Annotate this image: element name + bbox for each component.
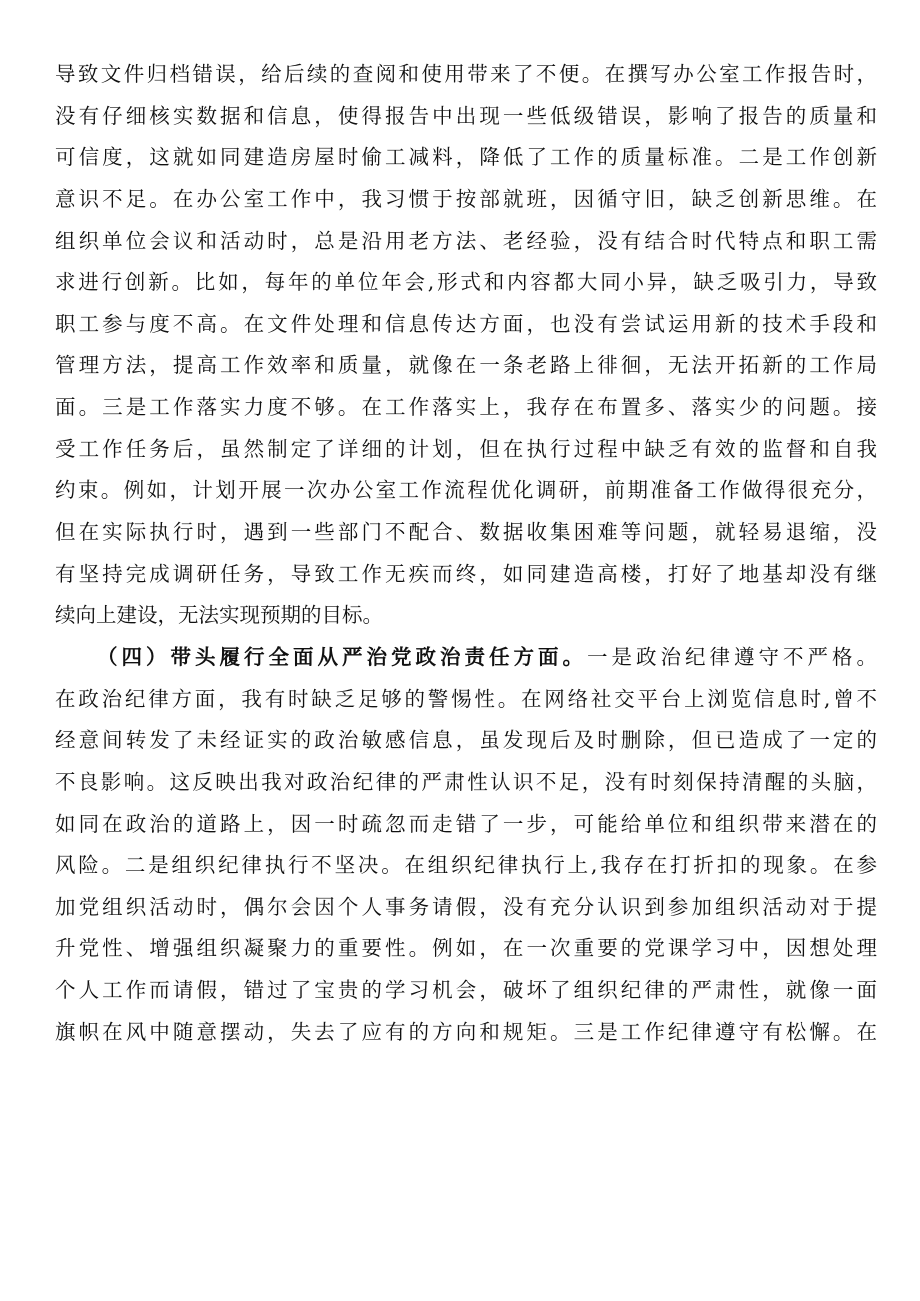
document-page <box>55 54 877 1053</box>
text-line: 受工作任务后，虽然制定了详细的计划，但在执行过程中缺乏有效的监督和自我 <box>55 436 877 461</box>
text-span: 一是政治纪律遵守不严格。 <box>587 644 877 669</box>
text-line: 升党性、增强组织凝聚力的重要性。例如，在一次重要的党课学习中，因想处理 <box>55 936 877 961</box>
section-heading: （四）带头履行全面从严治党政治责任方面。 <box>97 644 587 669</box>
text-line: 管理方法，提高工作效率和质量，就像在一条老路上徘徊，无法开拓新的工作局 <box>55 353 877 378</box>
text-line: 在政治纪律方面，我有时缺乏足够的警惕性。在网络社交平台上浏览信息时,曾不 <box>55 686 877 711</box>
text-line: 导致文件归档错误，给后续的查阅和使用带来了不便。在撰写办公室工作报告时， <box>55 62 877 86</box>
text-line: 个人工作而请假，错过了宝贵的学习机会，破坏了组织纪律的严肃性，就像一面 <box>55 978 877 1003</box>
text-line: 续向上建设，无法实现预期的目标。 <box>55 603 383 628</box>
text-line: 面。三是工作落实力度不够。在工作落实上，我存在布置多、落实少的问题。接 <box>55 395 877 420</box>
paragraph-office-work-issues <box>55 54 877 637</box>
text-line: 意识不足。在办公室工作中，我习惯于按部就班，因循守旧，缺乏创新思维。在 <box>55 186 877 211</box>
text-line: 组织单位会议和活动时，总是沿用老方法、老经验，没有结合时代特点和职工需 <box>55 228 877 253</box>
text-line: 但在实际执行时，遇到一些部门不配合、数据收集困难等问题，就轻易退缩，没 <box>55 520 877 545</box>
text-line: 没有仔细核实数据和信息，使得报告中出现一些低级错误，影响了报告的质量和 <box>55 103 877 128</box>
text-line: 职工参与度不高。在文件处理和信息传达方面，也没有尝试运用新的技术手段和 <box>55 311 877 336</box>
section-heading-line <box>55 637 877 679</box>
text-line: 如同在政治的道路上，因一时疏忽而走错了一步，可能给单位和组织带来潜在的 <box>55 811 877 836</box>
text-line: 旗帜在风中随意摆动，失去了应有的方向和规矩。三是工作纪律遵守有松懈。在 <box>55 1019 877 1044</box>
text-line: 经意间转发了未经证实的政治敏感信息，虽发现后及时删除，但已造成了一定的 <box>55 728 877 753</box>
text-line: 风险。二是组织纪律执行不坚决。在组织纪律执行上,我存在打折扣的现象。在参 <box>55 853 877 878</box>
text-line: 不良影响。这反映出我对政治纪律的严肃性认识不足，没有时刻保持清醒的头脑， <box>55 769 877 794</box>
text-line: 有坚持完成调研任务，导致工作无疾而终，如同建造高楼，打好了地基却没有继 <box>55 561 877 586</box>
text-line: 约束。例如，计划开展一次办公室工作流程优化调研，前期准备工作做得很充分， <box>55 478 877 503</box>
text-line: 可信度，这就如同建造房屋时偷工减料，降低了工作的质量标准。二是工作创新 <box>55 145 877 170</box>
paragraph-party-discipline <box>55 637 877 1053</box>
text-line: 加党组织活动时，偶尔会因个人事务请假，没有充分认识到参加组织活动对于提 <box>55 894 877 919</box>
text-line: 求进行创新。比如，每年的单位年会,形式和内容都大同小异，缺乏吸引力，导致 <box>55 270 877 295</box>
